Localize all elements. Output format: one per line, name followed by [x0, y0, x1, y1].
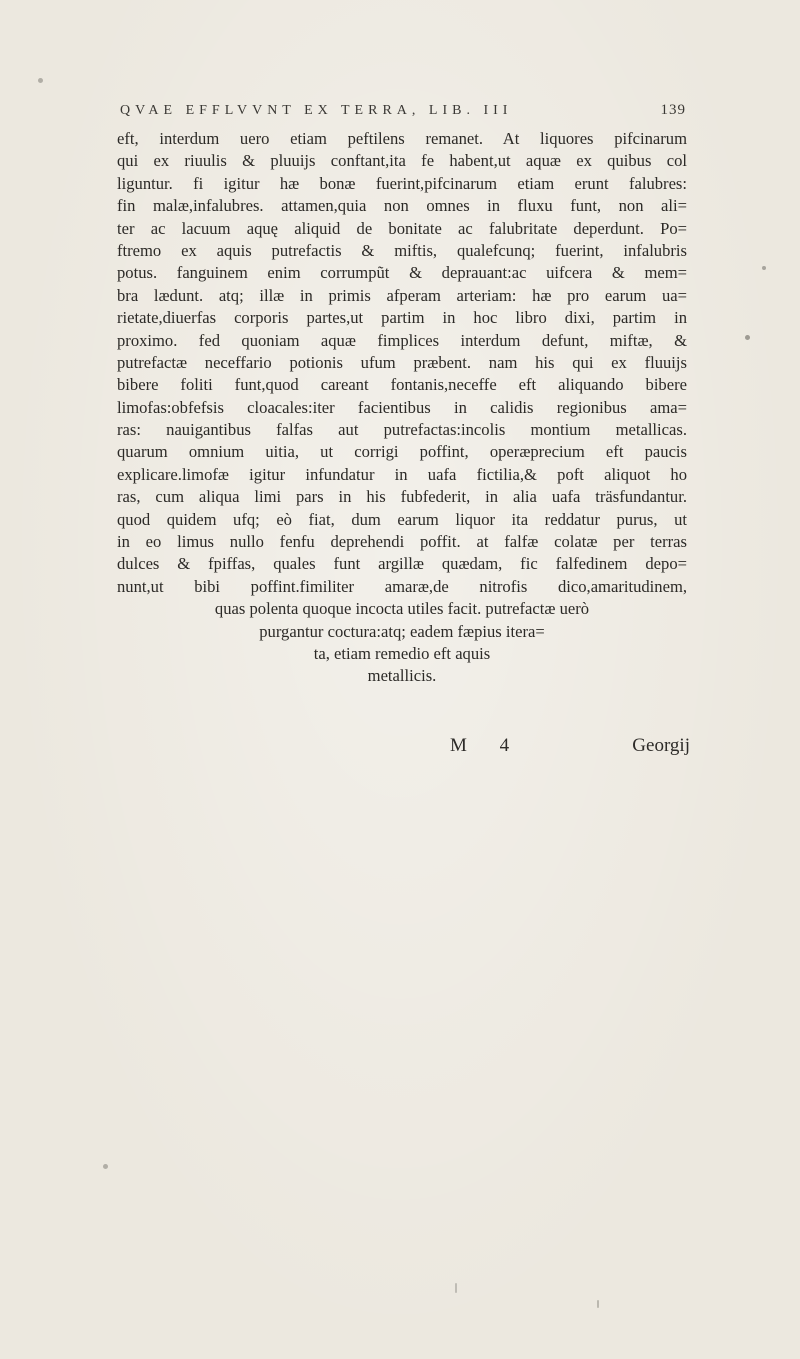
text-line: qui ex riuulis & pluuijs conftant,ita fe habent,ut aquæ ex quibus col — [117, 151, 687, 171]
text-line: eft, interdum uero etiam peftilens remanet. At liquores pifcinarum — [117, 129, 687, 148]
text-line: bibere foliti funt,quod careant fontanis,neceffe eft aliquando bibere — [117, 375, 687, 395]
text-line: limofas:obfefsis cloacales:iter facientibus in calidis regionibus ama= — [117, 397, 687, 417]
text-line: ras, cum aliqua limi pars in his fubfederit, in alia uafa träsfundantur. — [117, 487, 687, 507]
text-line: metallicis. — [367, 666, 437, 686]
text-line: bra lædunt. atq; illæ in primis afperam arteriam: hæ pro earum ua= — [117, 285, 687, 305]
text-line: fin malæ,infalubres. attamen,quia non omnes in fluxu funt, non ali= — [117, 196, 687, 216]
paper-speck — [103, 1164, 108, 1169]
text-line: ras: nauigantibus falfas aut putrefactas:incolis montium metallicas. — [117, 420, 687, 440]
signature-mark: M 4 — [450, 735, 524, 756]
text-line: nunt,ut bibi poffint.fimiliter amaræ,de nitrofis dico,amaritudinem, — [117, 576, 687, 596]
paper-speck — [745, 335, 750, 340]
text-line: quod quidem ufq; eò fiat, dum earum liquor ita reddatur purus, ut — [117, 509, 687, 529]
paper-speck — [38, 78, 43, 83]
running-head-title: QVAE EFFLVVNT EX TERRA, LIB. III — [120, 103, 513, 118]
text-line: proximo. fed quoniam aquæ fimplices interdum defunt, miftæ, & — [117, 330, 687, 350]
paper-speck — [762, 266, 766, 270]
page-number: 139 — [660, 102, 686, 118]
text-line: ter ac lacuum aquę aliquid de bonitate ac falubritate deperdunt. Po= — [117, 218, 687, 238]
text-line: quarum omnium uitia, ut corrigi poffint, operæprecium eft paucis — [117, 442, 687, 462]
text-line: explicare.limofæ igitur infundatur in uafa fictilia,& poft aliquot ho — [117, 464, 687, 484]
paper-speck — [597, 1300, 599, 1308]
text-line: purgantur coctura:atq; eadem fæpius itera= — [259, 621, 545, 641]
text-line: in eo limus nullo fenfu deprehendi poffit. at falfæ colatæ per terras — [117, 532, 687, 552]
body-text — [117, 128, 687, 688]
text-line: dulces & fpiffas, quales funt argillæ quædam, fic falfedinem depo= — [117, 554, 687, 574]
text-line: putrefactæ neceffario potionis ufum præbent. nam his qui ex fluuijs — [117, 352, 687, 372]
text-line: ta, etiam remedio eft aquis — [313, 643, 491, 663]
text-line: potus. fanguinem enim corrumpũt & deprauant:ac uifcera & mem= — [117, 263, 687, 283]
text-line: ftremo ex aquis putrefactis & miftis, qualefcunq; fuerint, infalubris — [117, 240, 687, 260]
text-line: rietate,diuerfas corporis partes,ut partim in hoc libro dixi, partim in — [117, 308, 687, 328]
paper-speck — [455, 1283, 457, 1293]
signature-line — [450, 735, 690, 757]
text-line: liguntur. fi igitur hæ bonæ fuerint,pifcinarum etiam erunt falubres: — [117, 173, 687, 193]
text-line: quas polenta quoque incocta utiles facit. putrefactæ uerò — [214, 599, 590, 619]
running-head — [120, 102, 686, 119]
catchword: Georgij — [632, 735, 690, 756]
